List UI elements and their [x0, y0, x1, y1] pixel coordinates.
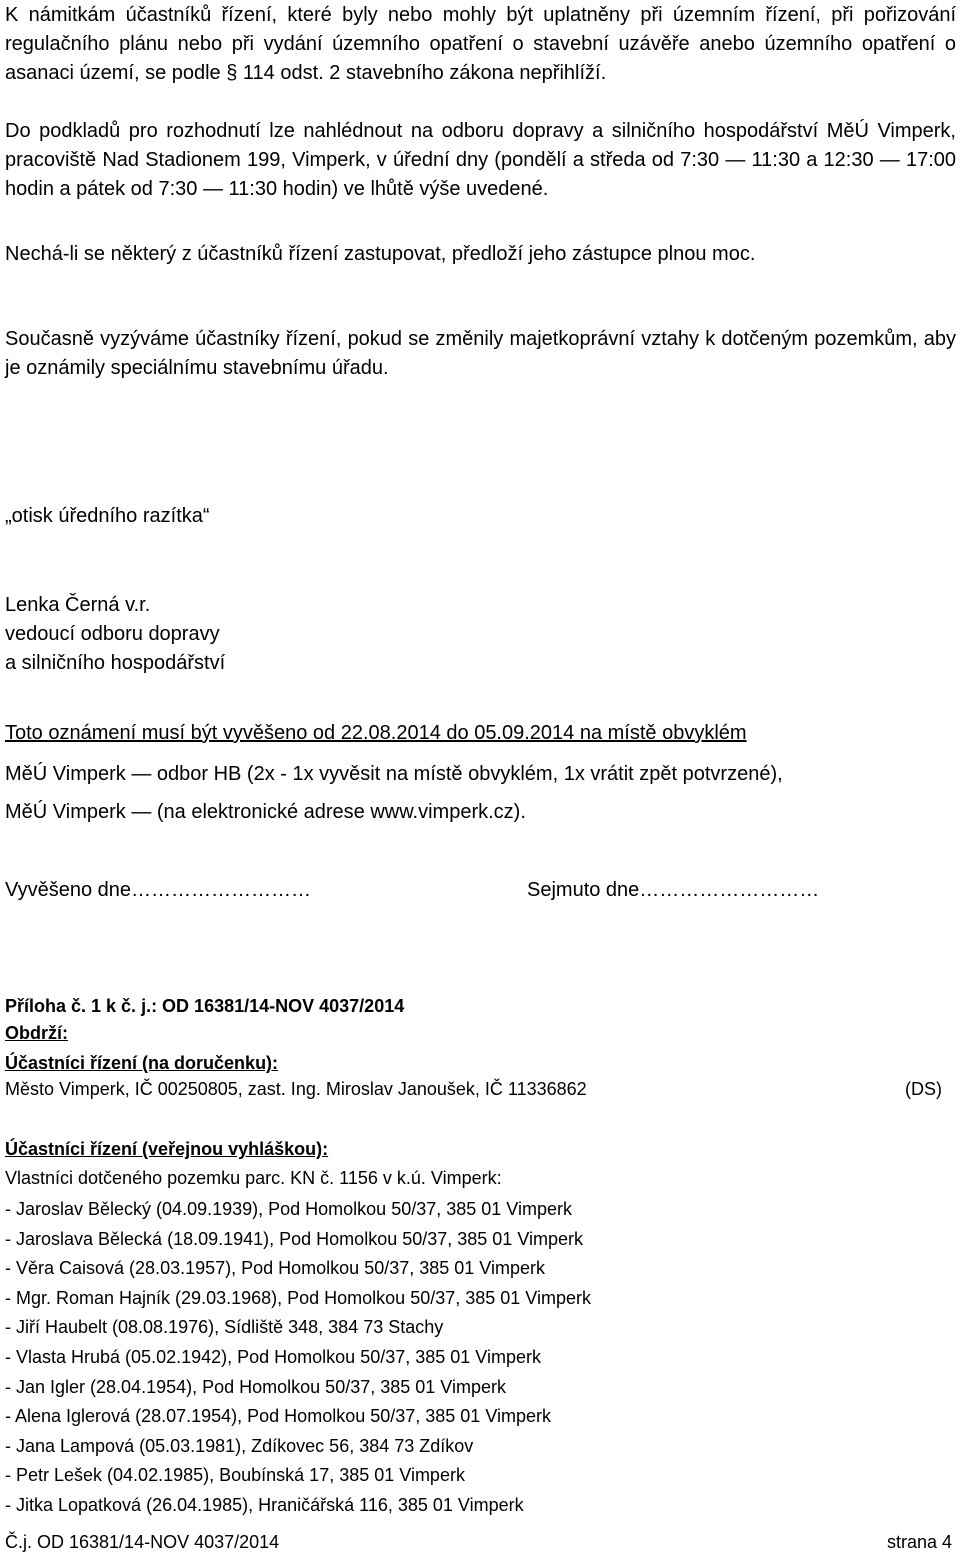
paragraph-objections: K námitkám účastníků řízení, které byly nebo mohly být uplatněny při územním řízení, při pořizování regulačního plánu nebo při vydání územního opatření o stavební uzávěře anebo územního opatření o asanaci území, se podle § 114 odst. 2 stavebního zákona nepřihlíží. — [5, 4, 956, 84]
posting-line-electronic: MěÚ Vimperk — (na elektronické adrese www.vimperk.cz). — [5, 801, 526, 823]
attachment-title: Příloha č. 1 k č. j.: OD 16381/14-NOV 4037/2014 — [5, 996, 405, 1016]
list-item: - Alena Iglerová (28.07.1954), Pod Homolkou 50/37, 385 01 Vimperk — [5, 1406, 552, 1427]
list-item: - Jitka Lopatková (26.04.1985), Hraničářská 116, 385 01 Vimperk — [5, 1494, 524, 1515]
public-participants-intro: Vlastníci dotčeného pozemku parc. KN č. 1156 v k.ú. Vimperk: — [5, 1168, 502, 1188]
owners-list — [5, 1195, 591, 1521]
delivery-participants-heading: Účastníci řízení (na doručenku): — [5, 1053, 279, 1073]
delivery-tag: (DS) — [905, 1079, 942, 1099]
removed-date-field: Sejmuto dne……………………… — [527, 879, 820, 901]
list-item: - Jaroslava Bělecká (18.09.1941), Pod Homolkou 50/37, 385 01 Vimperk — [5, 1228, 584, 1249]
list-item: - Vlasta Hrubá (05.02.1942), Pod Homolkou 50/37, 385 01 Vimperk — [5, 1346, 541, 1367]
paragraph-representation: Nechá-li se některý z účastníků řízení zastupovat, předloží jeho zástupce plnou moc. — [5, 243, 756, 265]
paragraph-ownership-changes: Současně vyzýváme účastníky řízení, pokud se změnily majetkoprávní vztahy k dotčeným pozemkům, aby je oznámily speciálnímu stavebnímu úřadu. — [5, 328, 956, 379]
list-item: - Věra Caisová (28.03.1957), Pod Homolkou 50/37, 385 01 Vimperk — [5, 1258, 545, 1279]
posted-date-field: Vyvěšeno dne……………………… — [5, 879, 312, 901]
list-item: - Jiří Haubelt (08.08.1976), Sídliště 348, 384 73 Stachy — [5, 1317, 444, 1338]
list-item: - Jaroslav Bělecký (04.09.1939), Pod Homolkou 50/37, 385 01 Vimperk — [5, 1199, 572, 1219]
list-item: - Jana Lampová (05.03.1981), Zdíkovec 56, 384 73 Zdíkov — [5, 1435, 474, 1456]
footer-page-number: strana 4 — [886, 1532, 952, 1552]
posting-notice: Toto oznámení musí být vyvěšeno od 22.08.2014 do 05.09.2014 na místě obvyklém — [5, 722, 747, 744]
public-participants-heading: Účastníci řízení (veřejnou vyhláškou): — [5, 1139, 329, 1159]
list-item: - Petr Lešek (04.02.1985), Boubínská 17, 385 01 Vimperk — [5, 1465, 465, 1486]
receives-heading: Obdrží: — [5, 1023, 68, 1043]
posting-line-office: MěÚ Vimperk — odbor HB (2x - 1x vyvěsit na místě obvyklém, 1x vrátit zpět potvrzené), — [5, 763, 783, 785]
footer-reference: Č.j. OD 16381/14-NOV 4037/2014 — [5, 1532, 280, 1552]
signatory-name: Lenka Černá v.r. — [5, 594, 151, 616]
list-item: - Jan Igler (28.04.1954), Pod Homolkou 50/37, 385 01 Vimperk — [5, 1376, 506, 1397]
signatory-role-line1: vedoucí odboru dopravy — [5, 623, 220, 645]
paragraph-documents-inspection: Do podkladů pro rozhodnutí lze nahlédnout na odboru dopravy a silničního hospodářství MěÚ Vimperk, pracoviště Nad Stadionem 199, Vimperk, v úřední dny (pondělí a středa od 7:30 — 11:30 a 12:30 — 17:00 hodin a pátek od 7:30 — 11:30 hodin) ve lhůtě výše uvedené. — [5, 120, 956, 200]
list-item: - Mgr. Roman Hajník (29.03.1968), Pod Homolkou 50/37, 385 01 Vimperk — [5, 1287, 591, 1308]
signatory-role-line2: a silničního hospodářství — [5, 652, 226, 674]
stamp-placeholder: „otisk úředního razítka“ — [5, 505, 210, 527]
delivery-participant-line: Město Vimperk, IČ 00250805, zast. Ing. Miroslav Janoušek, IČ 11336862 — [5, 1079, 587, 1099]
